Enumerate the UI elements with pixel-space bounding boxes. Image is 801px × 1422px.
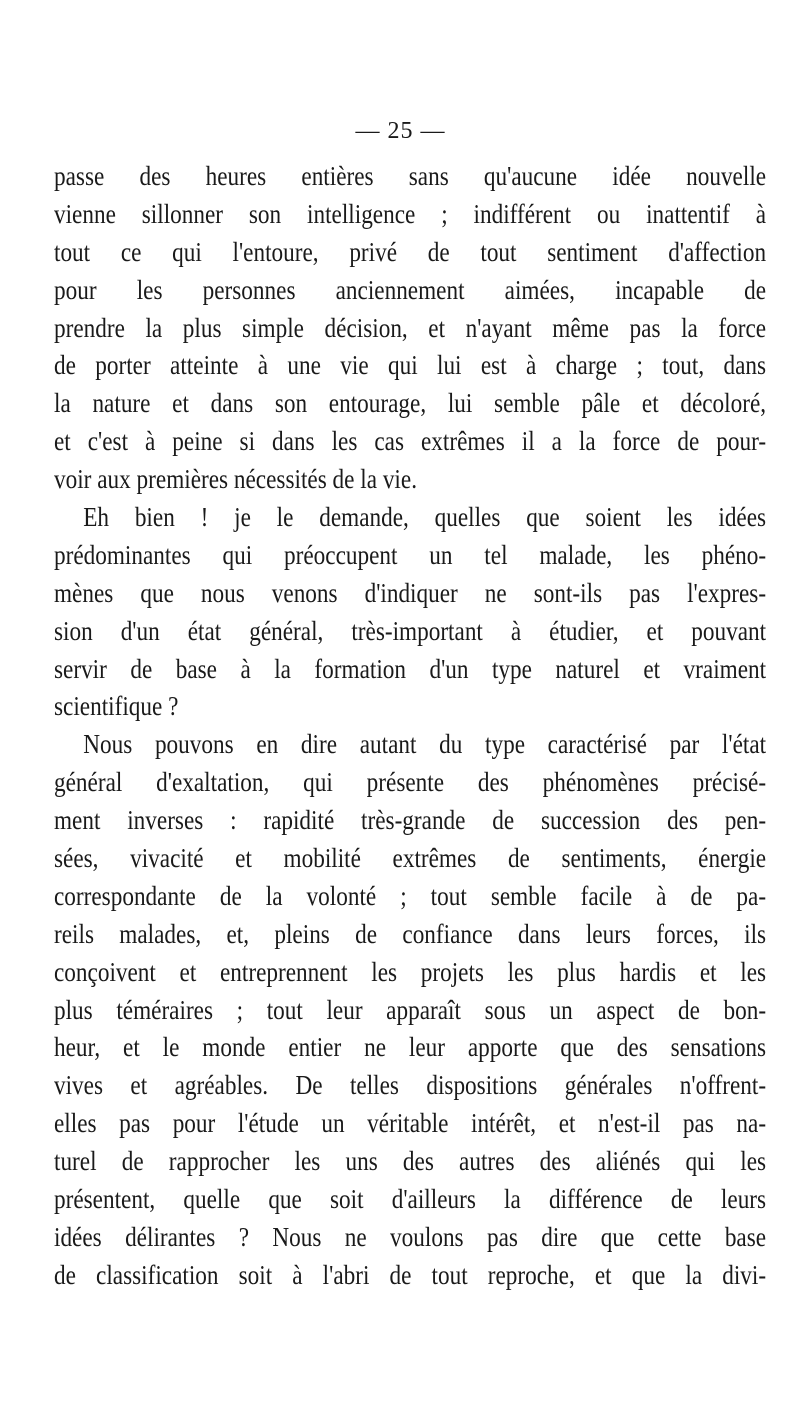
body-text (54, 158, 766, 1295)
text-line: heur, et le monde entier ne leur apporte que des sensations (54, 1032, 767, 1063)
text-line: de classification soit à l'abri de tout reproche, et que la divi- (54, 1259, 767, 1290)
text-line: général d'exaltation, qui présente des phénomènes précisé- (54, 767, 767, 798)
text-line: prendre la plus simple décision, et n'ayant même pas la force (54, 312, 767, 343)
page-number: — 25 — (355, 118, 446, 144)
text-line: sion d'un état général, très-important à étudier, et pouvant (54, 615, 767, 646)
text-line: plus téméraires ; tout leur apparaît sous un aspect de bon- (54, 994, 767, 1025)
text-line: servir de base à la formation d'un type naturel et vraiment (54, 653, 767, 684)
text-line: prédominantes qui préoccupent un tel malade, les phéno- (54, 539, 767, 570)
text-line: de porter atteinte à une vie qui lui est à charge ; tout, dans (54, 350, 767, 381)
text-line: pour les personnes anciennement aimées, incapable de (54, 274, 767, 305)
text-line: présentent, quelle que soit d'ailleurs la différence de leurs (54, 1184, 767, 1215)
text-line: tout ce qui l'entoure, privé de tout sentiment d'affection (54, 236, 767, 267)
text-line: vives et agréables. De telles dispositions générales n'offrent- (54, 1070, 767, 1101)
text-line: passe des heures entières sans qu'aucune idée nouvelle (54, 161, 767, 191)
text-line: voir aux premières nécessités de la vie. (54, 464, 418, 495)
text-line: ment inverses : rapidité très-grande de succession des pen- (54, 805, 767, 836)
text-line: conçoivent et entreprennent les projets les plus hardis et les (54, 956, 767, 987)
text-line: Nous pouvons en dire autant du type caractérisé par l'état (83, 729, 767, 760)
text-line: reils malades, et, pleins de confiance dans leurs forces, ils (54, 918, 767, 949)
text-line: scientifique ? (54, 691, 179, 722)
text-line: et c'est à peine si dans les cas extrêmes il a la force de pour- (54, 426, 767, 457)
text-line: turel de rapprocher les uns des autres des aliénés qui les (54, 1146, 767, 1177)
text-line: mènes que nous venons d'indiquer ne sont-ils pas l'expres- (54, 577, 767, 608)
text-line: correspondante de la volonté ; tout semble facile à de pa- (54, 880, 767, 911)
text-line: elles pas pour l'étude un véritable intérêt, et n'est-il pas na- (54, 1108, 767, 1139)
text-line: sées, vivacité et mobilité extrêmes de sentiments, énergie (54, 843, 767, 874)
text-line: Eh bien ! je le demande, quelles que soient les idées (83, 502, 767, 533)
text-line: la nature et dans son entourage, lui semble pâle et décoloré, (54, 388, 767, 419)
text-line: vienne sillonner son intelligence ; indifférent ou inattentif à (54, 198, 767, 229)
text-line: idées délirantes ? Nous ne voulons pas dire que cette base (54, 1221, 767, 1252)
